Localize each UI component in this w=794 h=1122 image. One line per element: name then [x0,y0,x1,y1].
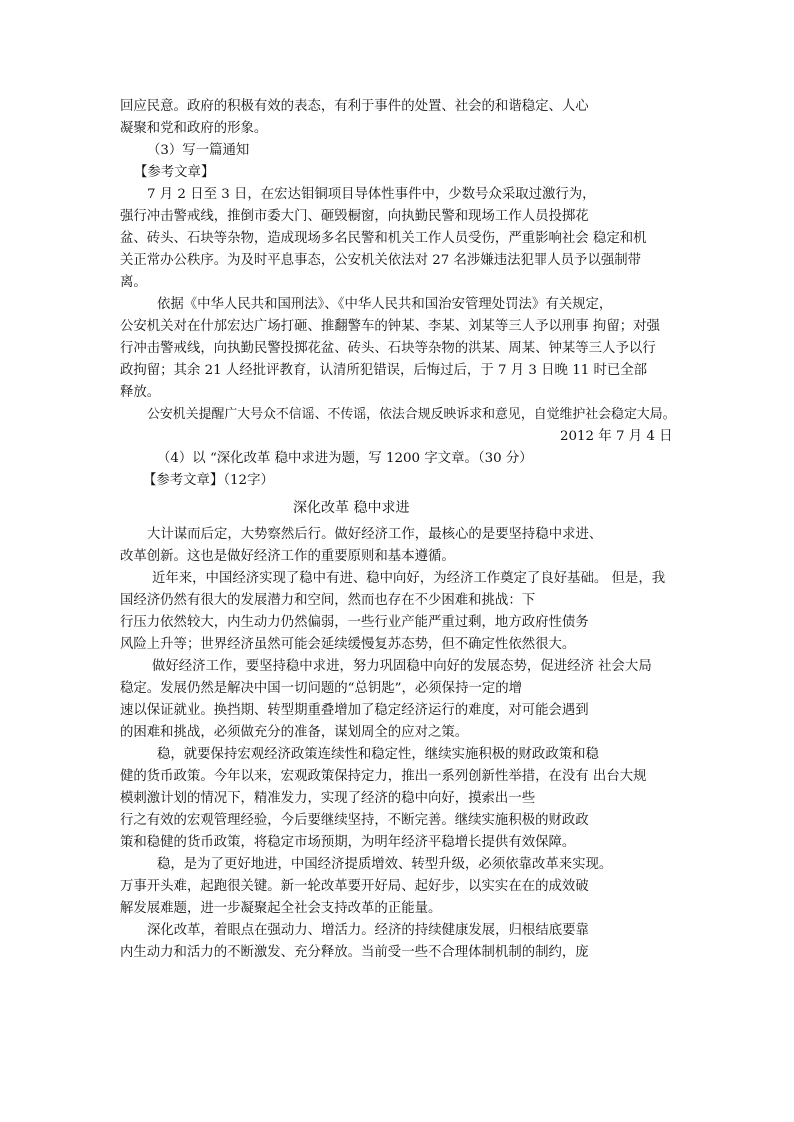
text-line: 释放。 [120,385,161,400]
section-heading: （3）写一篇通知 [147,143,250,158]
text-line: 稳，就要保持宏观经济政策连续性和稳定性，继续实施积极的财政政策和稳 [157,747,599,762]
text-line: 政拘留；其余 21 人经批评教育，认清所犯错误，后悔过后，于 7 月 3 日晚 11 时已全部 [120,363,648,378]
text-line: 行之有效的宏观管理经验，今后要继续坚持，不断完善。继续实施积极的财政政 [120,813,589,828]
text-line: 模刺激计划的情况下，精准发力，实现了经济的稳中向好，摸索出一些 [120,791,536,806]
text-line: 近年来，中国经济实现了稳中有进、稳中向好，为经济工作奠定了良好基础。 但是，我 [152,571,666,586]
section-heading: （4）以 “深化改革 稳中求进为题，写 1200 字文章。（30 分） [157,451,533,466]
text-line: 公安机关对在什邡宏达广场打砸、推翻警车的钟某、李某、刘某等三人予以刑事 拘留；对强 [120,319,660,334]
text-line: 回应民意。政府的积极有效的表态，有利于事件的处置、社会的和谐稳定、人心 [120,99,589,114]
text-line: 离。 [120,275,147,290]
text-line: 深化改革，着眼点在强动力、增活力。经济的持续健康发展，归根结底要靠 [147,923,589,938]
text-line: 做好经济工作，要坚持稳中求进，努力巩固稳中向好的发展态势，促进经济 社会大局 [152,659,652,674]
reference-label: 【参考文章】 [134,165,215,180]
text-line: 解发展难题，进一步凝聚起全社会支持改革的正能量。 [120,901,442,916]
text-line: 国经济仍然有很大的发展潜力和空间，然而也存在不少困难和挑战：下 [120,593,536,608]
text-line: 稳定。发展仍然是解决中国一切问题的“总钥匙”，必须保持一定的增 [120,681,523,696]
text-line: 强行冲击警戒线，推倒市委大门、砸毁橱窗，向执勤民警和现场工作人员投掷花 [120,209,589,224]
reference-label: 【参考文章】（12字） [143,473,274,488]
text-line: 风险上升等；世界经济虽然可能会延续缓慢复苏态势，但不确定性依然很大。 [120,637,576,652]
text-line: 盆、砖头、石块等杂物，造成现场多名民警和机关工作人员受伤，严重影响社会 稳定和机 [120,231,647,246]
text-line: 稳，是为了更好地进，中国经济提质增效、转型升级，必须依靠改革来实现。 [157,857,613,872]
article-title: 深化改革 稳中求进 [293,500,410,516]
text-line: 凝聚和党和政府的形象。 [120,121,268,136]
text-line: 行压力依然较大，内生动力仍然偏弱，一些行业产能严重过剩，地方政府性债务 [120,615,589,630]
text-line: 依据《中华人民共和国刑法》、《中华人民共和国治安管理处罚法》有关规定， [157,297,613,312]
text-line: 的困难和挑战，必须做充分的准备，谋划周全的应对之策。 [120,725,469,740]
date-line: 2012 年 7 月 4 日 [560,429,673,444]
text-line: 万事开头难，起跑很关键。新一轮改革要开好局、起好步，以实实在在的成效破 [120,879,589,894]
text-line: 公安机关提醒广大号众不信谣、不传谣，依法合规反映诉求和意见，自觉维护社会稳定大局。 [147,407,676,422]
text-line: 改革创新。这也是做好经济工作的重要原则和基本遵循。 [120,549,455,564]
text-line: 内生动力和活力的不断激发、充分释放。当前受一些不合理体制机制的制约，庞 [120,945,589,960]
text-line: 策和稳健的货币政策，将稳定市场预期，为明年经济平稳增长提供有效保障。 [120,835,576,850]
text-line: 速以保证就业。换挡期、转型期重叠增加了稳定经济运行的难度，对可能会遇到 [120,703,589,718]
text-line: 健的货币政策。今年以来，宏观政策保持定力，推出一系列创新性举措，在没有 出台大规 [120,769,647,784]
text-line: 关正常办公秩序。为及时平息事态，公安机关依法对 27 名涉嫌违法犯罪人员予以强制带 [120,253,642,268]
text-line: 大计谋而后定，大势察然后行。做好经济工作，最核心的是要坚持稳中求进、 [147,527,603,542]
text-line: 行冲击警戒线，向执勤民警投掷花盆、砖头、石块等杂物的洪某、周某、钟某等三人予以行 [120,341,656,356]
text-line: 7 月 2 日至 3 日，在宏达钼铜项目导体性事件中，少数号众采取过激行为， [147,187,596,202]
